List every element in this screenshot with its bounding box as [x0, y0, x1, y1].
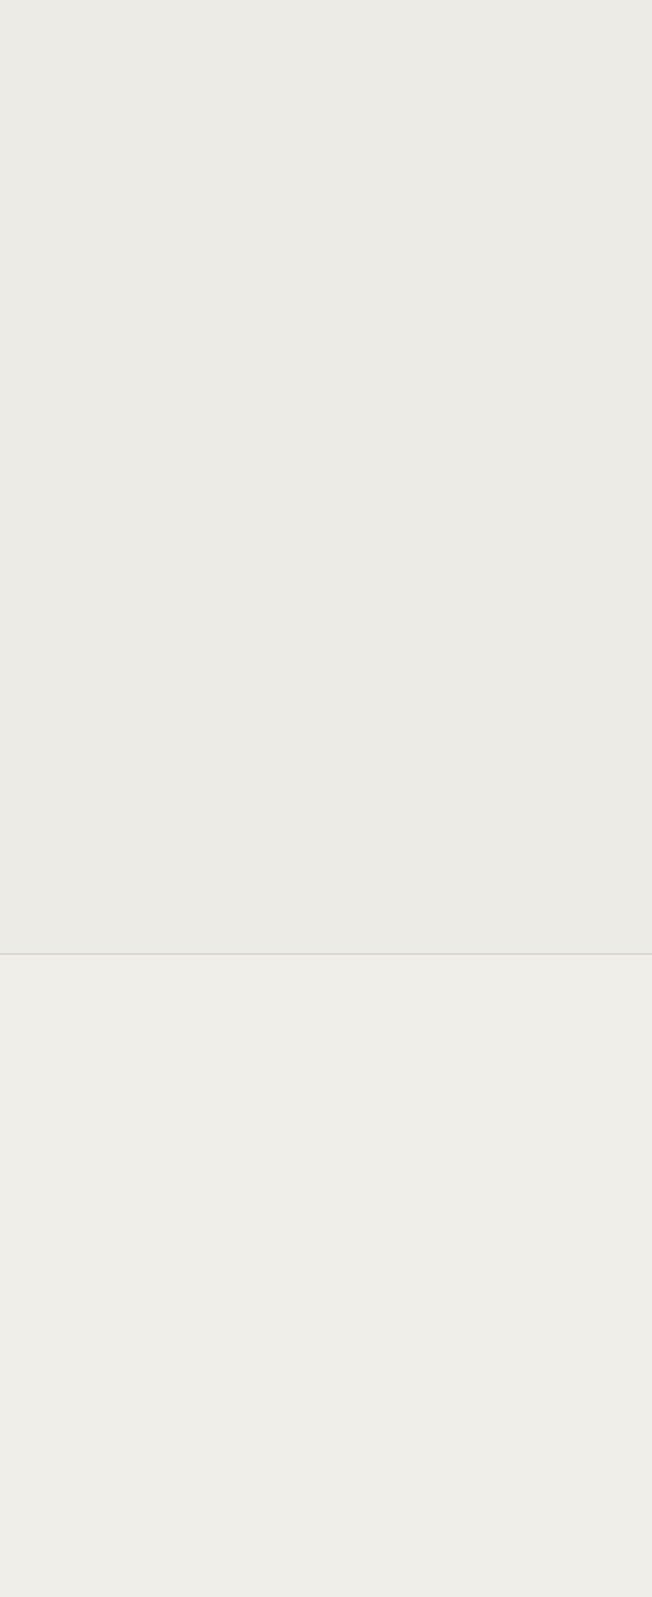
- newspaper-clipping-bottom: [0, 955, 652, 1597]
